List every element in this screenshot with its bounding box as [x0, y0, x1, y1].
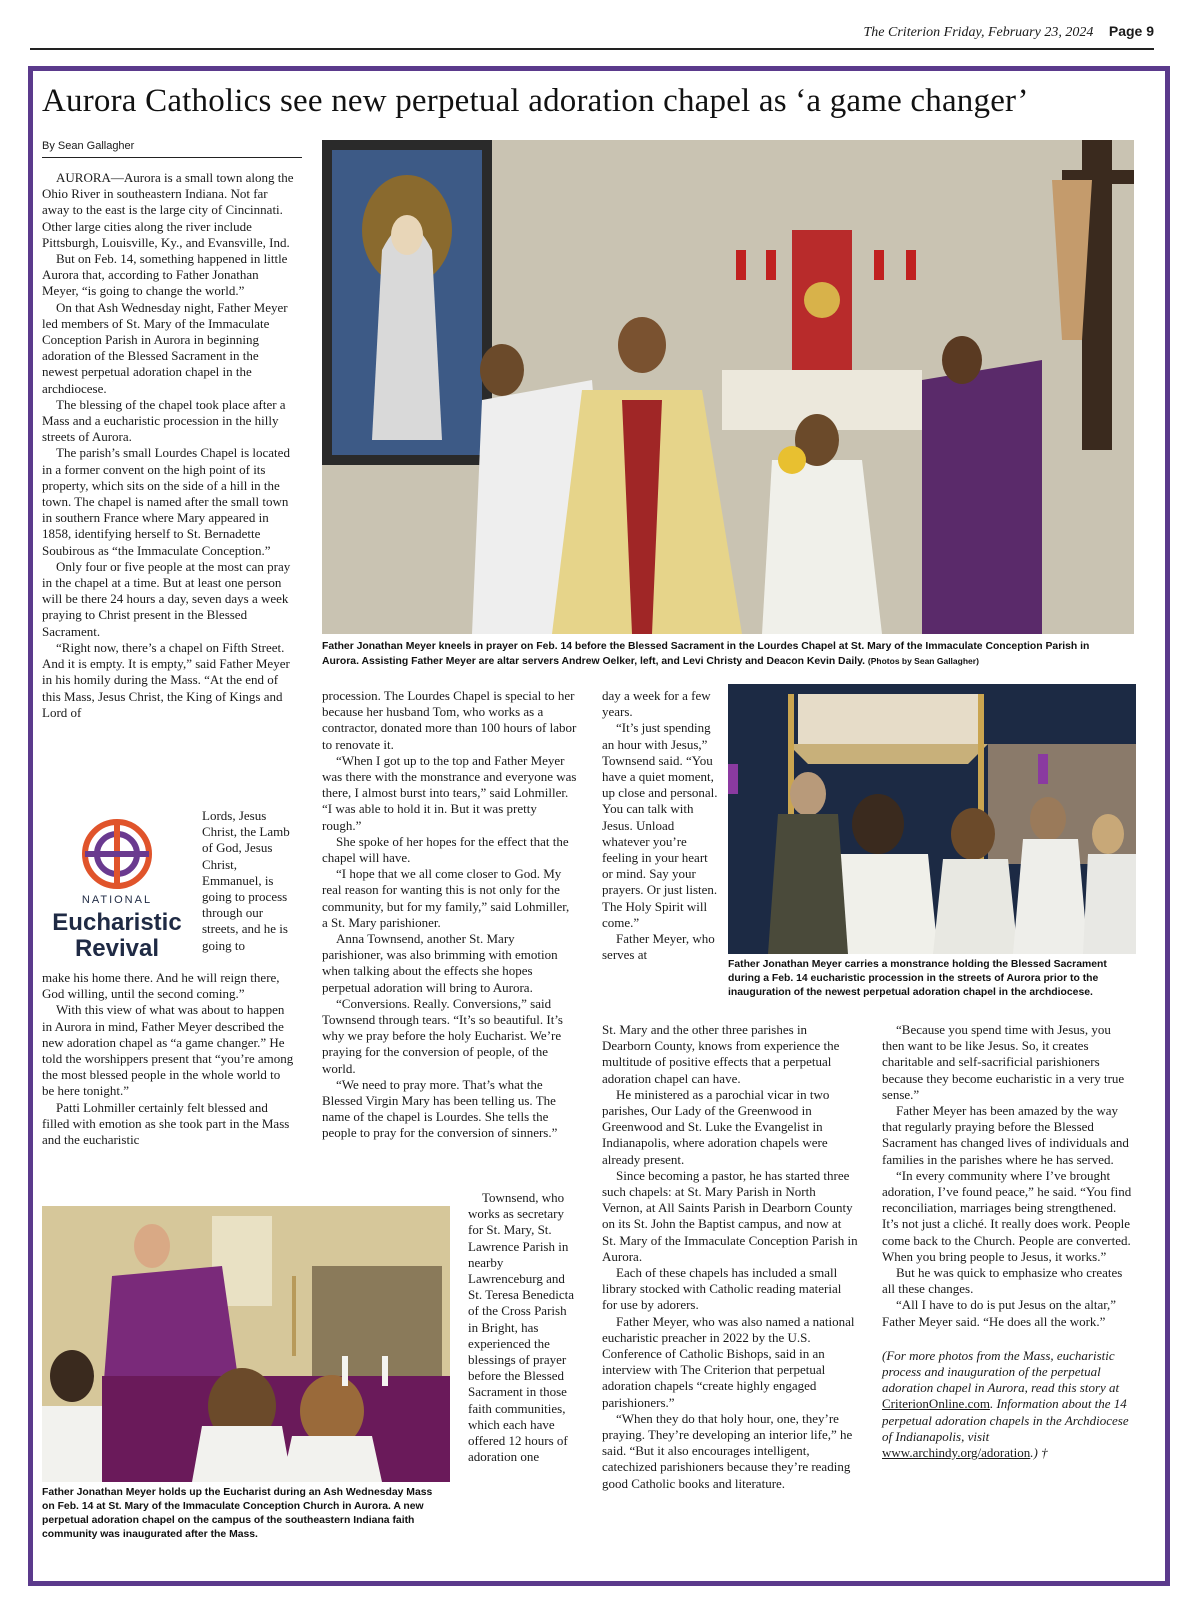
- procession-photo-caption: Father Jonathan Meyer carries a monstrance holding the Blessed Sacrament during a Feb. 14 eucharistic procession in the streets of Aurora prior to the inauguration of the newest perpetual adoration chapel in the archdiocese.: [728, 959, 1107, 998]
- paragraph: “We need to pray more. That’s what the Blessed Virgin Mary has been telling us. The name of the chapel is Lourdes. She tells the people to pray for the conversion of sinners.”: [322, 1076, 558, 1141]
- criterion-online-link[interactable]: CriterionOnline.com: [882, 1396, 990, 1412]
- caption-text: Father Jonathan Meyer kneels in prayer on Feb. 14 before the Blessed Sacrament in the Lourdes Chapel at St. Mary of the Immaculate Conception Parish in Aurora. Assisting Father Meyer are altar servers Andrew Oelker, left, and Levi Christy and Deacon Kevin Daily.: [322, 641, 1090, 667]
- paragraph: He ministered as a parochial vicar in two parishes, Our Lady of the Greenwood in Greenwood and St. Luke the Evangelist in Indianapolis, where adoration chapels were already present.: [602, 1086, 830, 1167]
- photo-credit: (Photos by Sean Gallagher): [867, 656, 979, 666]
- paragraph: Since becoming a pastor, he has started three such chapels: at St. Mary Parish in North Vernon, at All Saints Parish in Dearborn County on its St. John the Baptist campus, and now at St. Mary of the Immaculate Conception Parish in Aurora.: [602, 1167, 858, 1264]
- more-photos-note: [882, 1348, 1136, 1461]
- paragraph: “All I have to do is put Jesus on the altar,” Father Meyer said. “He does all the work.”: [882, 1297, 1117, 1329]
- paragraph: With this view of what was about to happen in Aurora in mind, Father Meyer described the new adoration chapel as “a game changer.” He told the worshippers present that “you’re among the most blessed people in the whole world to be here tonight.”: [42, 1002, 294, 1099]
- article-column-1: [42, 170, 294, 721]
- archindy-adoration-link[interactable]: www.archindy.org/adoration: [882, 1445, 1031, 1461]
- page-header: [30, 18, 1154, 50]
- paragraph: Patti Lohmiller certainly felt blessed and filled with emotion as she took part in the Mass and the eucharistic: [42, 1099, 290, 1148]
- paragraph: Father Meyer, who was also named a national eucharistic preacher in 2022 by the U.S. Conference of Catholic Bishops, said in an interview with The Criterion that perpetual adoration chapels “create highly engaged parishioners.”: [602, 1313, 855, 1410]
- byline: By Sean Gallagher: [42, 140, 302, 158]
- paragraph: She spoke of her hopes for the effect that the chapel will have.: [322, 833, 569, 866]
- logo-line-1: NATIONAL: [81, 894, 153, 906]
- paragraph: On that Ash Wednesday night, Father Meyer led members of St. Mary of the Immaculate Conception Parish in Aurora in beginning adoration of the Blessed Sacrament in the newest perpetual adoration chapel in the archdiocese.: [42, 299, 288, 396]
- note-text: .) †: [1030, 1445, 1048, 1461]
- mass-photo-caption: Father Jonathan Meyer holds up the Eucharist during an Ash Wednesday Mass on Feb. 14 at St. Mary of the Immaculate Conception Church in Aurora. A new perpetual adoration chapel on the campus of the southeastern Indiana faith community was inaugurated after the Mass.: [42, 1487, 433, 1540]
- paragraph: day a week for a few years.: [602, 688, 711, 720]
- paragraph: The parish’s small Lourdes Chapel is located in a former convent on the high point of its property, which sits on the side of a hill in the town. The chapel is named after the small town in southern France where Mary appeared in 1858, identifying herself to St. Bernadette Soubirous as “the Immaculate Conception.”: [42, 445, 290, 558]
- article-column-1-wrap: [202, 808, 294, 954]
- mass-photo: [42, 1206, 450, 1482]
- chapel-photo: [322, 140, 1134, 634]
- paragraph: Father Meyer has been amazed by the way that regularly praying before the Blessed Sacrament has changed lives of individuals and families in the parishes where he has served.: [882, 1103, 1129, 1167]
- photo-image-icon: [322, 140, 1134, 634]
- paragraph: Townsend, who works as secretary for St. Mary, St. Lawrence Parish in nearby Lawrenceburg and St. Teresa Benedicta of the Cross Parish in Bright, has experienced the blessings of prayer before the Blessed Sacrament in those faith communities, which each have offered 12 hours of adoration one: [468, 1190, 575, 1465]
- eucharistic-revival-icon: [42, 818, 192, 892]
- article-column-2-continued: [468, 1190, 576, 1465]
- logo-line-2: Eucharistic: [52, 909, 182, 936]
- paragraph: Only four or five people at the most can pray in the chapel at a time. But at least one person will be there 24 hours a day, seven days a week praying to Christ present in the Blessed Sacrament.: [42, 558, 291, 639]
- chapel-photo-caption: [322, 640, 1122, 669]
- note-text: . Information about the 14 perpetual adoration chapels in the Archdiocese of Indianapolis, visit: [882, 1396, 1129, 1444]
- paragraph: “Right now, there’s a chapel on Fifth Street. And it is empty. It is empty,” said Father Meyer in his homily during the Mass. “At the end of this Mass, Jesus Christ, the King of Kings and Lord of: [42, 639, 290, 720]
- publication-name: The Criterion: [863, 25, 941, 40]
- procession-photo: [728, 684, 1136, 954]
- paragraph: “When they do that holy hour, one, they’re praying. They’re developing an interior life,” he said. “But it also encourages intelligent, catechized parishioners because they’re reading good Catholic books and literature.: [602, 1410, 853, 1491]
- paragraph: procession. The Lourdes Chapel is special to her because her husband Tom, who works as a contractor, donated more than 100 hours of labor to renovate it.: [322, 688, 577, 752]
- paragraph: St. Mary and the other three parishes in Dearborn County, knows from experience the multitude of positive effects that a perpetual adoration chapel can have.: [602, 1022, 840, 1086]
- paragraph: AURORA—Aurora is a small town along the Ohio River in southeastern Indiana. Not far away to the east is the large city of Cincinnati. Other large cities along the river include Pittsburgh, Louisville, Ky., and Evansville, Ind.: [42, 170, 294, 250]
- logo-line-3: Revival: [74, 935, 160, 962]
- paragraph: The blessing of the chapel took place after a Mass and a eucharistic procession in the hilly streets of Aurora.: [42, 396, 286, 445]
- photo-image-icon: [42, 1206, 450, 1482]
- paragraph: Lords, Jesus Christ, the Lamb of God, Jesus Christ, Emmanuel, is going to process through our streets, and he is going to: [202, 808, 290, 953]
- issue-date: Friday, February 23, 2024: [943, 25, 1094, 40]
- paragraph: “Because you spend time with Jesus, you then want to be like Jesus. So, it creates charitable and self-sacrificial parishioners because they become eucharistic in a very true sense.”: [882, 1022, 1125, 1102]
- eucharistic-revival-logo: [42, 818, 192, 966]
- paragraph: But on Feb. 14, something happened in little Aurora that, according to Father Jonathan Meyer, “is going to change the world.”: [42, 251, 288, 299]
- paragraph: Father Meyer, who serves at: [602, 931, 715, 963]
- note-text: (For more photos from the Mass, eucharistic process and inauguration of the perpetual adoration chapel in Aurora, read this story at: [882, 1347, 1120, 1396]
- paragraph: make his home there. And he will reign there, God willing, until the second coming.”: [42, 970, 280, 1002]
- paragraph: Anna Townsend, another St. Mary parishioner, was also brimming with emotion when talking about the effects she hopes perpetual adoration will bring to Aurora.: [322, 931, 558, 995]
- photo-image-icon: [728, 684, 1136, 954]
- paragraph: Each of these chapels has included a small library stocked with Catholic reading material for use by adorers.: [602, 1265, 842, 1313]
- article-column-3-top: [602, 688, 718, 963]
- article-column-2: [322, 688, 578, 1142]
- paragraph: “When I got up to the top and Father Meyer was there with the monstrance and everyone was there, I almost burst into tears,” said Lohmiller. “I was able to hold it in. But it was pretty rough.”: [322, 752, 577, 833]
- paragraph: “Conversions. Really. Conversions,” said Townsend through tears. “It’s so beautiful. It’s why we pray before the holy Eucharist. We’re praying for the conversion of people, of the world.: [322, 995, 563, 1076]
- paragraph: “It’s just spending an hour with Jesus,” Townsend said. “You have a quiet moment, up close and personal. You can talk with Jesus. Unload whatever you’re feeling in your heart or mind. Say your prayers. Or just listen. The Holy Spirit will come.”: [602, 720, 718, 930]
- headline: Aurora Catholics see new perpetual adoration chapel as ‘a game changer’: [42, 83, 1029, 119]
- article-column-4: [882, 1022, 1136, 1461]
- paragraph: “I hope that we all come closer to God. My real reason for wanting this is not only for the community, but for my family,” said Lohmiller, a St. Mary parishioner.: [322, 866, 570, 930]
- page-number: Page 9: [1108, 23, 1154, 39]
- paragraph: “In every community where I’ve brought adoration, I’ve found peace,” he said. “You find reconciliation, marriages being strengthened. It’s not just a cliché. It really does work. People come back to the Church. People are converted. When you bring people to Jesus, it works.”: [882, 1167, 1132, 1264]
- article-column-3: [602, 1022, 858, 1492]
- article-column-1-continued: [42, 970, 294, 1148]
- paragraph: But he was quick to emphasize who creates all these changes.: [882, 1265, 1123, 1297]
